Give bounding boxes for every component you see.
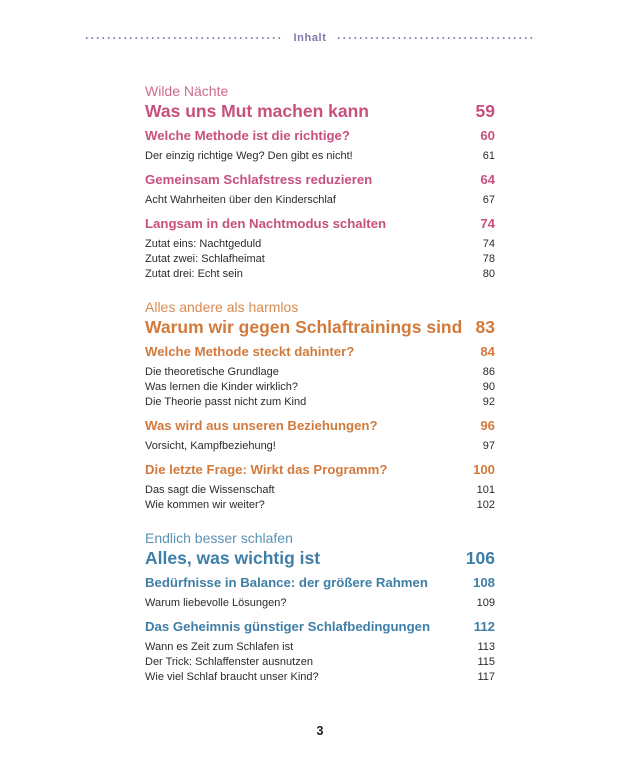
chapter-title: Welche Methode ist die richtige? bbox=[145, 128, 350, 143]
toc-entry[interactable] bbox=[145, 670, 495, 685]
toc-entry[interactable] bbox=[145, 365, 495, 380]
chapter-page: 100 bbox=[472, 462, 495, 477]
chapter bbox=[145, 215, 495, 282]
part-1 bbox=[145, 82, 495, 282]
entry-title: Vorsicht, Kampfbeziehung! bbox=[145, 440, 276, 452]
entry-title: Zutat zwei: Schlafheimat bbox=[145, 253, 265, 265]
header-dots-right bbox=[336, 37, 536, 39]
part-title: Alles, was wichtig ist bbox=[145, 548, 321, 568]
part-kicker: Wilde Nächte bbox=[145, 83, 229, 99]
toc-header bbox=[84, 30, 536, 46]
chapter-title: Welche Methode steckt dahinter? bbox=[145, 344, 355, 359]
entry-page: 117 bbox=[477, 671, 495, 683]
toc-entry[interactable] bbox=[145, 498, 495, 513]
table-of-contents bbox=[145, 82, 495, 701]
toc-entry[interactable] bbox=[145, 193, 495, 208]
chapter-title-row[interactable] bbox=[145, 618, 495, 635]
chapter-title-row[interactable] bbox=[145, 171, 495, 188]
toc-entry[interactable] bbox=[145, 380, 495, 395]
entry-page: 92 bbox=[482, 396, 495, 408]
toc-entry[interactable] bbox=[145, 596, 495, 611]
entry-title: Zutat drei: Echt sein bbox=[145, 268, 243, 280]
part-kicker: Alles andere als harmlos bbox=[145, 299, 299, 315]
chapter-page: 84 bbox=[480, 344, 495, 359]
entry-page: 74 bbox=[482, 238, 495, 250]
part-title-row[interactable] bbox=[145, 547, 495, 569]
chapter bbox=[145, 574, 495, 611]
chapter-title-row[interactable] bbox=[145, 215, 495, 232]
chapter-title-row[interactable] bbox=[145, 417, 495, 434]
chapter bbox=[145, 461, 495, 513]
toc-entry[interactable] bbox=[145, 640, 495, 655]
toc-entry[interactable] bbox=[145, 252, 495, 267]
entry-title: Wie viel Schlaf braucht unser Kind? bbox=[145, 671, 319, 683]
part-page: 106 bbox=[465, 548, 495, 568]
chapter-title-row[interactable] bbox=[145, 461, 495, 478]
chapter-page: 108 bbox=[472, 575, 495, 590]
chapter-page: 74 bbox=[480, 216, 495, 231]
chapter-title: Die letzte Frage: Wirkt das Programm? bbox=[145, 462, 388, 477]
part-title-row[interactable] bbox=[145, 100, 495, 122]
chapter-page: 96 bbox=[480, 418, 495, 433]
chapter-title: Langsam in den Nachtmodus schalten bbox=[145, 216, 387, 231]
entry-title: Die theoretische Grundlage bbox=[145, 366, 279, 378]
entry-page: 97 bbox=[482, 440, 495, 452]
entry-title: Acht Wahrheiten über den Kinderschlaf bbox=[145, 194, 336, 206]
part-3 bbox=[145, 529, 495, 685]
toc-entry[interactable] bbox=[145, 395, 495, 410]
entry-title: Warum liebevolle Lösungen? bbox=[145, 597, 287, 609]
entry-title: Der einzig richtige Weg? Den gibt es nicht! bbox=[145, 150, 353, 162]
page-number: 3 bbox=[316, 724, 324, 738]
entry-page: 86 bbox=[482, 366, 495, 378]
toc-entry[interactable] bbox=[145, 483, 495, 498]
entry-page: 78 bbox=[482, 253, 495, 265]
entry-page: 101 bbox=[476, 484, 495, 496]
chapter-title: Gemeinsam Schlafstress reduzieren bbox=[145, 172, 373, 187]
entry-title: Wann es Zeit zum Schlafen ist bbox=[145, 641, 294, 653]
part-page: 59 bbox=[475, 101, 495, 121]
part-2 bbox=[145, 298, 495, 513]
entry-page: 61 bbox=[482, 150, 495, 162]
entry-title: Das sagt die Wissenschaft bbox=[145, 484, 275, 496]
entry-page: 80 bbox=[482, 268, 495, 280]
chapter-title-row[interactable] bbox=[145, 343, 495, 360]
entry-title: Die Theorie passt nicht zum Kind bbox=[145, 396, 307, 408]
entry-page: 115 bbox=[477, 656, 495, 668]
chapter-title-row[interactable] bbox=[145, 574, 495, 591]
chapter bbox=[145, 417, 495, 454]
entry-title: Zutat eins: Nachtgeduld bbox=[145, 238, 262, 250]
toc-entry[interactable] bbox=[145, 149, 495, 164]
chapter bbox=[145, 127, 495, 164]
header-dots-left bbox=[84, 37, 284, 39]
part-title: Warum wir gegen Schlaftrainings sind bbox=[145, 317, 463, 337]
entry-page: 109 bbox=[476, 597, 495, 609]
part-title-row[interactable] bbox=[145, 316, 495, 338]
chapter-page: 64 bbox=[480, 172, 495, 187]
entry-page: 67 bbox=[482, 194, 495, 206]
chapter-title: Das Geheimnis günstiger Schlafbedingungen bbox=[145, 619, 431, 634]
chapter-title-row[interactable] bbox=[145, 127, 495, 144]
chapter-title: Was wird aus unseren Beziehungen? bbox=[145, 418, 378, 433]
toc-entry[interactable] bbox=[145, 655, 495, 670]
entry-title: Was lernen die Kinder wirklich? bbox=[145, 381, 299, 393]
toc-entry[interactable] bbox=[145, 439, 495, 454]
chapter bbox=[145, 171, 495, 208]
entry-page: 102 bbox=[476, 499, 495, 511]
chapter-page: 112 bbox=[473, 619, 495, 634]
header-title: Inhalt bbox=[293, 32, 327, 44]
entry-title: Wie kommen wir weiter? bbox=[145, 499, 265, 511]
chapter bbox=[145, 618, 495, 685]
toc-entry[interactable] bbox=[145, 237, 495, 252]
chapter-page: 60 bbox=[480, 128, 495, 143]
part-title: Was uns Mut machen kann bbox=[145, 101, 369, 121]
chapter-title: Bedürfnisse in Balance: der größere Rahmen bbox=[145, 575, 428, 590]
entry-page: 90 bbox=[482, 381, 495, 393]
toc-entry[interactable] bbox=[145, 267, 495, 282]
entry-title: Der Trick: Schlaffenster ausnutzen bbox=[145, 656, 313, 668]
part-kicker: Endlich besser schlafen bbox=[145, 530, 293, 546]
chapter bbox=[145, 343, 495, 410]
entry-page: 113 bbox=[477, 641, 495, 653]
part-page: 83 bbox=[475, 317, 495, 337]
